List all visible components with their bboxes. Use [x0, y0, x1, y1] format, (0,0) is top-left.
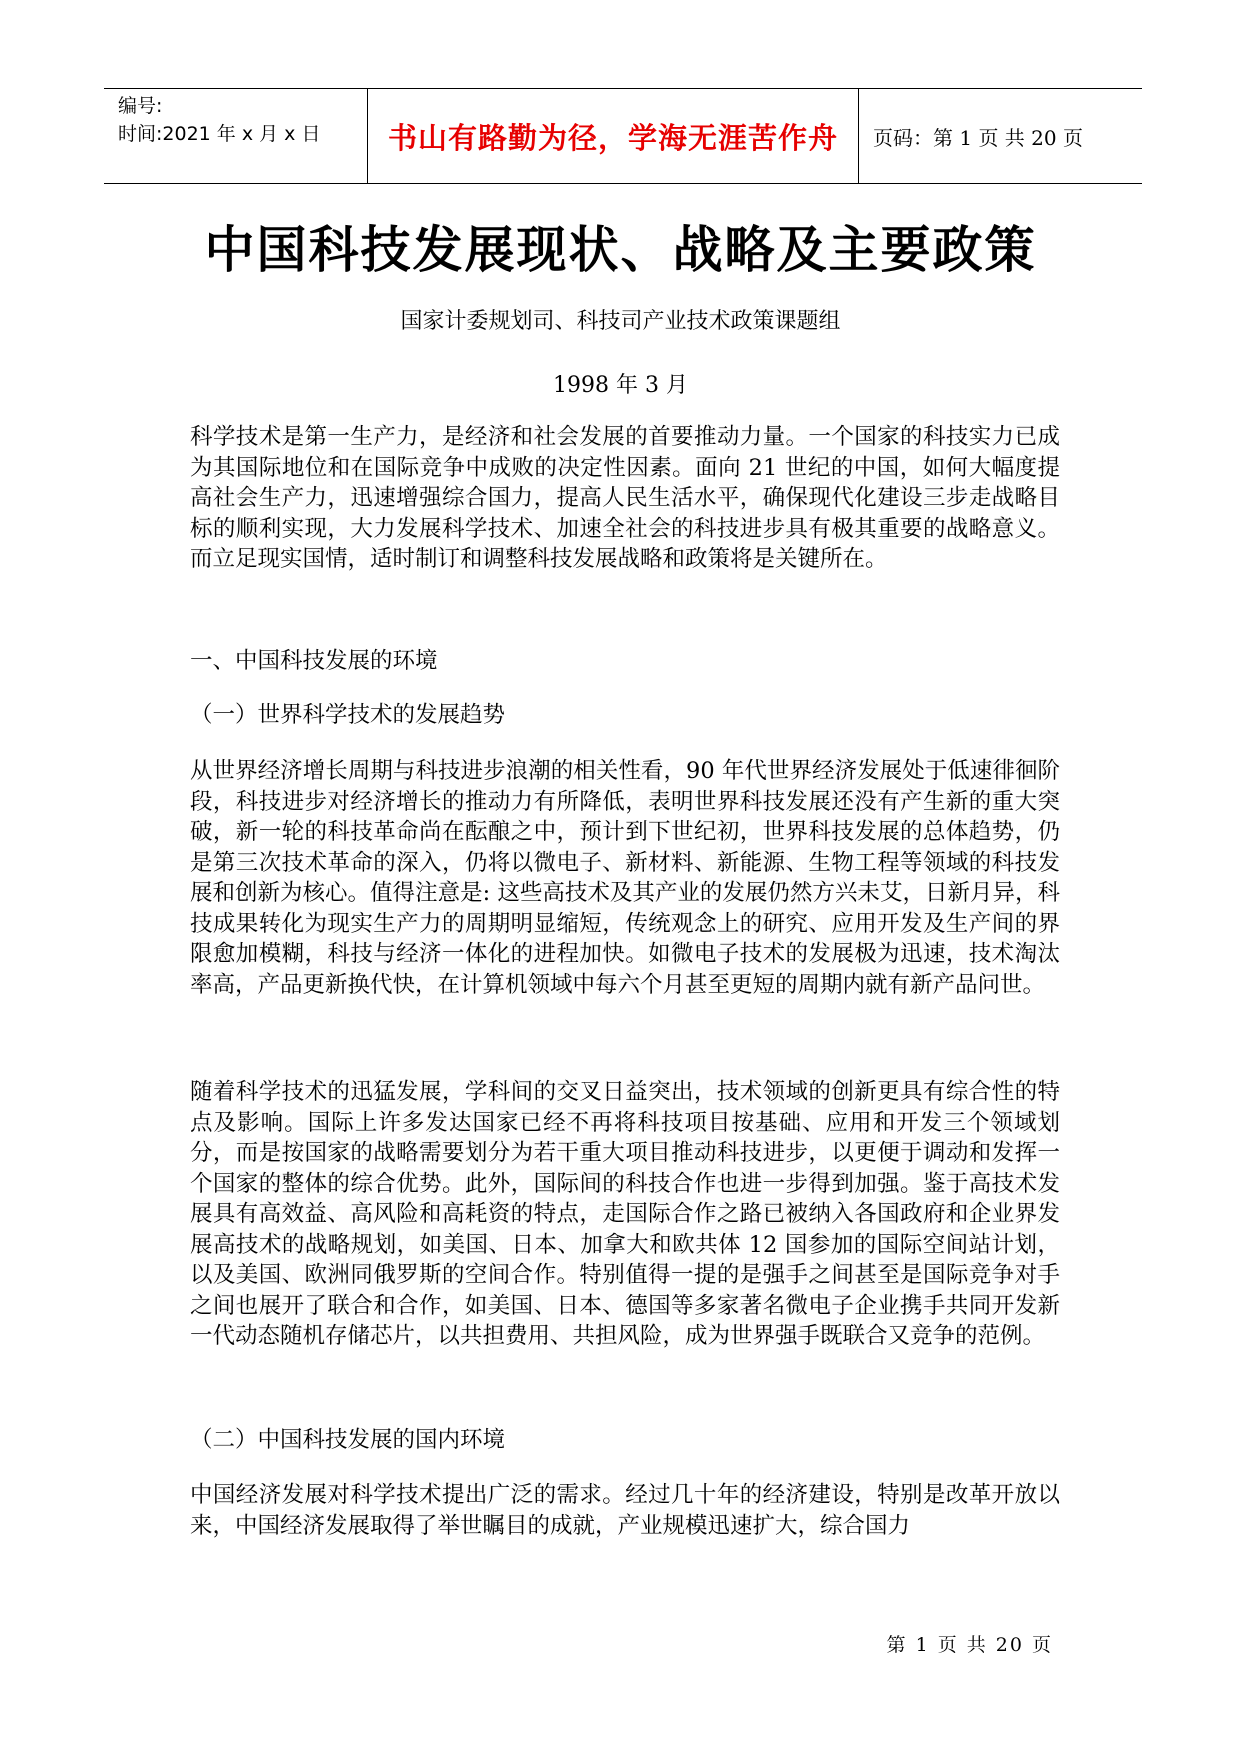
- header-meta: [104, 89, 368, 183]
- page-title: 中国科技发展现状、战略及主要政策: [204, 221, 1037, 279]
- page-footer: 第 1 页 共 20 页: [886, 1634, 1053, 1656]
- subsection-heading-2: （二）中国科技发展的国内环境: [190, 1427, 506, 1453]
- page-subtitle: 国家计委规划司、科技司产业技术政策课题组: [400, 309, 841, 334]
- publish-date: 1998 年 3 月: [553, 373, 688, 398]
- header-page-info: 页码：第 1 页 共 20 页: [873, 125, 1083, 150]
- paragraph-world-trend: 从世界经济增长周期与科技进步浪潮的相关性看，90 年代世界经济发展处于低速徘徊阶段，科技进步对经济增长的推动力有所降低，表明世界科技发展还没有产生新的重大突破，新一轮的科技革命尚在酝酿之中，预计到下世纪初，世界科技发展的总体趋势，仍是第三次技术革命的深入，仍将以微电子、新材料、新能源、生物工程等领域的科技发展和创新为核心。值得注意是: 这些高技术及其产业的发展仍然方兴未艾，日新月异，科技成果转化为现实生产力的周期明显缩短，传统观念上的研究、应用开发及生产间的界限愈加模糊，科技与经济一体化的进程加快。如微电子技术的发展极为迅速，技术淘汰率高，产品更新换代快，在计算机领域中每六个月甚至更短的周期内就有新产品问世。: [190, 758, 1060, 998]
- time-label: 时间:2021 年 x 月 x 日: [118, 123, 321, 145]
- header-motto: 书山有路勤为径，学海无涯苦作舟: [368, 89, 859, 183]
- number-label: 编号:: [118, 95, 163, 117]
- section-heading-1: 一、中国科技发展的环境: [190, 648, 438, 674]
- paragraph-intro: 科学技术是第一生产力，是经济和社会发展的首要推动力量。一个国家的科技实力已成为其国际地位和在国际竞争中成败的决定性因素。面向 21 世纪的中国，如何大幅度提高社会生产力，迅速增强综合国力，提高人民生活水平，确保现代化建设三步走战略目标的顺利实现，大力发展科学技术、加速全社会的科技进步具有极其重要的战略意义。而立足现实国情，适时制订和调整科技发展战略和政策将是关键所在。: [190, 424, 1060, 572]
- paragraph-domestic: 中国经济发展对科学技术提出广泛的需求。经过几十年的经济建设，特别是改革开放以来，中国经济发展取得了举世瞩目的成就，产业规模迅速扩大，综合国力: [190, 1482, 1060, 1539]
- subsection-heading-1: （一）世界科学技术的发展趋势: [190, 702, 506, 728]
- paragraph-cooperation: 随着科学技术的迅猛发展，学科间的交叉日益突出，技术领域的创新更具有综合性的特点及影响。国际上许多发达国家已经不再将科技项目按基础、应用和开发三个领域划分，而是按国家的战略需要划分为若干重大项目推动科技进步，以更便于调动和发挥一个国家的整体的综合优势。此外，国际间的科技合作也进一步得到加强。鉴于高技术发展具有高效益、高风险和高耗资的特点，走国际合作之路已被纳入各国政府和企业界发展高技术的战略规划，如美国、日本、加拿大和欧共体 12 国参加的国际空间站计划，以及美国、欧洲同俄罗斯的空间合作。特别值得一提的是强手之间甚至是国际竞争对手之间也展开了联合和合作，如美国、日本、德国等多家著名微电子企业携手共同开发新一代动态随机存储芯片，以共担费用、共担风险，成为世界强手既联合又竞争的范例。: [190, 1079, 1060, 1349]
- document-header: [104, 88, 1142, 184]
